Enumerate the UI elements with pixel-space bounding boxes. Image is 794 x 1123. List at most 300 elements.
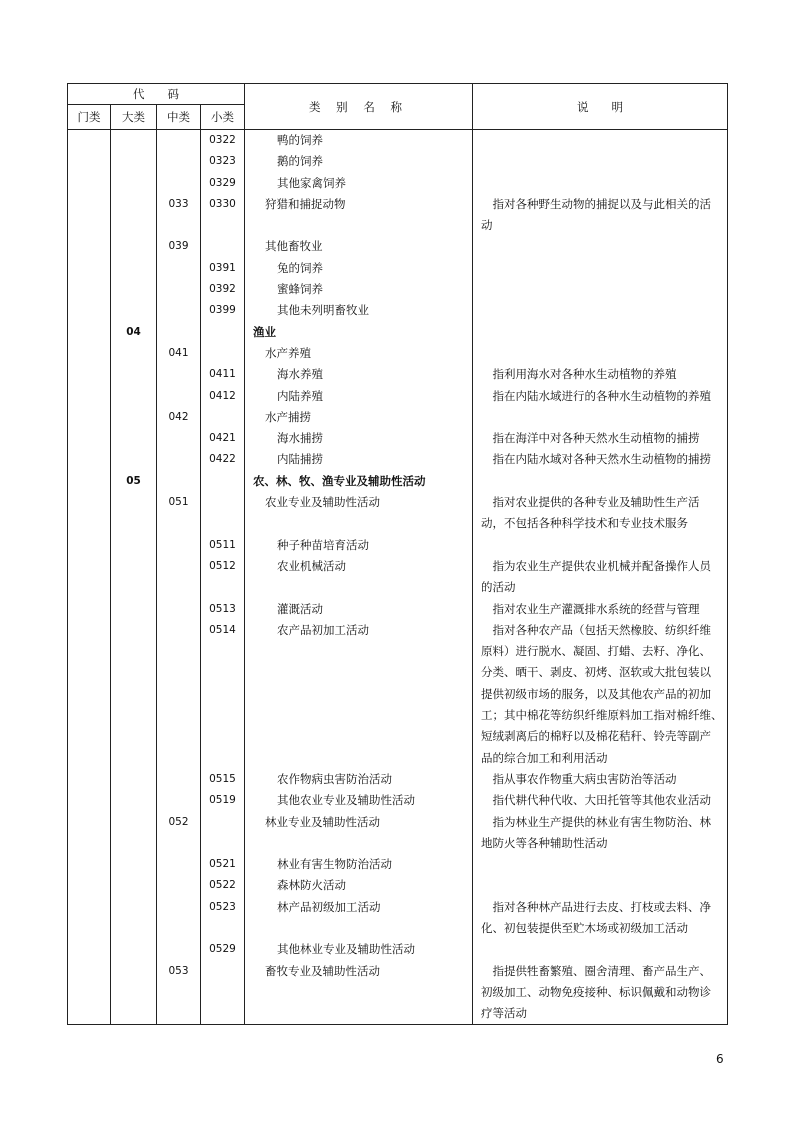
dalei-code xyxy=(111,812,157,833)
xiaolei-code xyxy=(201,748,245,769)
dalei-code xyxy=(111,130,157,152)
table-row xyxy=(68,875,728,896)
xiaolei-code xyxy=(201,641,245,662)
category-description: 指对各种林产品进行去皮、打枝或去料、净 xyxy=(473,897,728,918)
header-dalei: 大类 xyxy=(111,105,157,130)
xiaolei-code: 0412 xyxy=(201,386,245,407)
zhonglei-code xyxy=(157,918,201,939)
zhonglei-code xyxy=(157,726,201,747)
category-name: 农产品初加工活动 xyxy=(245,620,473,641)
dalei-code xyxy=(111,833,157,854)
dalei-code xyxy=(111,641,157,662)
menlei-code xyxy=(68,1003,111,1025)
table-row xyxy=(68,726,728,747)
header-category-name: 类 别 名 称 xyxy=(245,84,473,130)
zhonglei-code xyxy=(157,982,201,1003)
table-row xyxy=(68,236,728,257)
menlei-code xyxy=(68,620,111,641)
dalei-code xyxy=(111,961,157,982)
table-row xyxy=(68,535,728,556)
xiaolei-code: 0529 xyxy=(201,939,245,960)
xiaolei-code: 0330 xyxy=(201,194,245,215)
table-row xyxy=(68,194,728,215)
dalei-code xyxy=(111,513,157,534)
category-name: 其他农业专业及辅助性活动 xyxy=(245,790,473,811)
category-name: 蜜蜂饲养 xyxy=(245,279,473,300)
table-row xyxy=(68,556,728,577)
category-description: 化、初包装提供至贮木场或初级加工活动 xyxy=(473,918,728,939)
table-row xyxy=(68,897,728,918)
xiaolei-code xyxy=(201,833,245,854)
dalei-code xyxy=(111,748,157,769)
menlei-code xyxy=(68,961,111,982)
xiaolei-code: 0391 xyxy=(201,258,245,279)
category-name: 内陆捕捞 xyxy=(245,449,473,470)
xiaolei-code: 0515 xyxy=(201,769,245,790)
xiaolei-code xyxy=(201,705,245,726)
category-name: 海水养殖 xyxy=(245,364,473,385)
dalei-code xyxy=(111,151,157,172)
table-row xyxy=(68,322,728,343)
category-description xyxy=(473,236,728,257)
menlei-code xyxy=(68,300,111,321)
zhonglei-code xyxy=(157,833,201,854)
menlei-code xyxy=(68,471,111,492)
category-name xyxy=(245,662,473,683)
dalei-code xyxy=(111,428,157,449)
zhonglei-code xyxy=(157,173,201,194)
category-description: 品的综合加工和利用活动 xyxy=(473,748,728,769)
menlei-code xyxy=(68,854,111,875)
menlei-code xyxy=(68,449,111,470)
table-row xyxy=(68,939,728,960)
zhonglei-code xyxy=(157,279,201,300)
dalei-code xyxy=(111,300,157,321)
dalei-code xyxy=(111,897,157,918)
category-description xyxy=(473,130,728,152)
menlei-code xyxy=(68,918,111,939)
xiaolei-code: 0519 xyxy=(201,790,245,811)
xiaolei-code xyxy=(201,961,245,982)
category-description xyxy=(473,343,728,364)
dalei-code xyxy=(111,599,157,620)
xiaolei-code xyxy=(201,471,245,492)
dalei-code xyxy=(111,215,157,236)
zhonglei-code xyxy=(157,705,201,726)
table-row xyxy=(68,982,728,1003)
xiaolei-code: 0399 xyxy=(201,300,245,321)
xiaolei-code: 0392 xyxy=(201,279,245,300)
zhonglei-code xyxy=(157,897,201,918)
menlei-code xyxy=(68,875,111,896)
header-xiaolei: 小类 xyxy=(201,105,245,130)
category-description: 指从事农作物重大病虫害防治等活动 xyxy=(473,769,728,790)
category-description: 初级加工、动物免疫接种、标识佩戴和动物诊 xyxy=(473,982,728,1003)
category-description: 短绒剥离后的棉籽以及棉花秸秆、铃壳等副产 xyxy=(473,726,728,747)
menlei-code xyxy=(68,556,111,577)
table-row xyxy=(68,258,728,279)
category-description: 工；其中棉花等纺织纤维原料加工指对棉纤维、 xyxy=(473,705,728,726)
table-row xyxy=(68,961,728,982)
zhonglei-code xyxy=(157,790,201,811)
category-name: 渔业 xyxy=(245,322,473,343)
category-description: 动 xyxy=(473,215,728,236)
menlei-code xyxy=(68,215,111,236)
menlei-code xyxy=(68,322,111,343)
menlei-code xyxy=(68,790,111,811)
dalei-code xyxy=(111,705,157,726)
zhonglei-code: 052 xyxy=(157,812,201,833)
menlei-code xyxy=(68,939,111,960)
dalei-code xyxy=(111,918,157,939)
menlei-code xyxy=(68,386,111,407)
dalei-code xyxy=(111,577,157,598)
category-description: 指为农业生产提供农业机械并配备操作人员 xyxy=(473,556,728,577)
category-name: 水产养殖 xyxy=(245,343,473,364)
xiaolei-code xyxy=(201,215,245,236)
menlei-code xyxy=(68,343,111,364)
menlei-code xyxy=(68,662,111,683)
header-code-group: 代 码 xyxy=(68,84,245,105)
table-row xyxy=(68,343,728,364)
category-name: 其他未列明畜牧业 xyxy=(245,300,473,321)
table-row xyxy=(68,130,728,152)
category-name xyxy=(245,513,473,534)
xiaolei-code xyxy=(201,918,245,939)
header-row-top xyxy=(68,84,728,105)
category-description: 的活动 xyxy=(473,577,728,598)
xiaolei-code: 0323 xyxy=(201,151,245,172)
xiaolei-code: 0514 xyxy=(201,620,245,641)
dalei-code xyxy=(111,492,157,513)
table-row xyxy=(68,854,728,875)
xiaolei-code xyxy=(201,407,245,428)
category-description: 指为林业生产提供的林业有害生物防治、林 xyxy=(473,812,728,833)
category-name xyxy=(245,918,473,939)
xiaolei-code: 0422 xyxy=(201,449,245,470)
table-row xyxy=(68,790,728,811)
menlei-code xyxy=(68,535,111,556)
dalei-code: 04 xyxy=(111,322,157,343)
zhonglei-code xyxy=(157,620,201,641)
xiaolei-code xyxy=(201,513,245,534)
zhonglei-code xyxy=(157,748,201,769)
category-name: 农作物病虫害防治活动 xyxy=(245,769,473,790)
table-row xyxy=(68,407,728,428)
zhonglei-code xyxy=(157,939,201,960)
menlei-code xyxy=(68,641,111,662)
zhonglei-code: 051 xyxy=(157,492,201,513)
xiaolei-code xyxy=(201,492,245,513)
zhonglei-code: 033 xyxy=(157,194,201,215)
menlei-code xyxy=(68,684,111,705)
menlei-code xyxy=(68,279,111,300)
zhonglei-code: 039 xyxy=(157,236,201,257)
table-row xyxy=(68,151,728,172)
zhonglei-code xyxy=(157,428,201,449)
menlei-code xyxy=(68,599,111,620)
industry-classification-table xyxy=(67,83,728,1025)
category-description: 疗等活动 xyxy=(473,1003,728,1025)
category-description xyxy=(473,875,728,896)
category-description: 原料）进行脱水、凝固、打蜡、去籽、净化、 xyxy=(473,641,728,662)
zhonglei-code xyxy=(157,364,201,385)
xiaolei-code xyxy=(201,577,245,598)
dalei-code xyxy=(111,343,157,364)
xiaolei-code xyxy=(201,236,245,257)
category-description: 动，不包括各种科学技术和专业技术服务 xyxy=(473,513,728,534)
menlei-code xyxy=(68,748,111,769)
category-description xyxy=(473,279,728,300)
xiaolei-code: 0513 xyxy=(201,599,245,620)
table-row xyxy=(68,918,728,939)
category-description: 指利用海水对各种水生动植物的养殖 xyxy=(473,364,728,385)
category-name: 水产捕捞 xyxy=(245,407,473,428)
menlei-code xyxy=(68,194,111,215)
category-name: 狩猎和捕捉动物 xyxy=(245,194,473,215)
table-row xyxy=(68,428,728,449)
category-description xyxy=(473,854,728,875)
category-name: 林业专业及辅助性活动 xyxy=(245,812,473,833)
category-description xyxy=(473,407,728,428)
category-name xyxy=(245,684,473,705)
zhonglei-code xyxy=(157,130,201,152)
zhonglei-code: 042 xyxy=(157,407,201,428)
xiaolei-code: 0329 xyxy=(201,173,245,194)
category-name: 灌溉活动 xyxy=(245,599,473,620)
dalei-code xyxy=(111,173,157,194)
menlei-code xyxy=(68,577,111,598)
xiaolei-code xyxy=(201,812,245,833)
zhonglei-code xyxy=(157,513,201,534)
category-description: 指对农业生产灌溉排水系统的经营与管理 xyxy=(473,599,728,620)
menlei-code xyxy=(68,236,111,257)
category-name xyxy=(245,1003,473,1025)
dalei-code xyxy=(111,407,157,428)
category-description xyxy=(473,151,728,172)
dalei-code xyxy=(111,620,157,641)
dalei-code xyxy=(111,939,157,960)
xiaolei-code: 0521 xyxy=(201,854,245,875)
zhonglei-code xyxy=(157,854,201,875)
zhonglei-code xyxy=(157,449,201,470)
category-name: 林业有害生物防治活动 xyxy=(245,854,473,875)
category-description xyxy=(473,300,728,321)
table-row xyxy=(68,215,728,236)
category-description xyxy=(473,173,728,194)
category-name: 森林防火活动 xyxy=(245,875,473,896)
dalei-code xyxy=(111,535,157,556)
category-name: 农业机械活动 xyxy=(245,556,473,577)
category-name xyxy=(245,577,473,598)
category-description: 分类、晒干、剥皮、初烤、沤软或大批包装以 xyxy=(473,662,728,683)
menlei-code xyxy=(68,258,111,279)
table-row xyxy=(68,577,728,598)
table-row xyxy=(68,620,728,641)
xiaolei-code xyxy=(201,322,245,343)
dalei-code xyxy=(111,449,157,470)
table-row xyxy=(68,599,728,620)
dalei-code xyxy=(111,726,157,747)
menlei-code xyxy=(68,364,111,385)
category-name: 其他林业专业及辅助性活动 xyxy=(245,939,473,960)
zhonglei-code xyxy=(157,215,201,236)
category-description: 指代耕代种代收、大田托管等其他农业活动 xyxy=(473,790,728,811)
table-row xyxy=(68,812,728,833)
xiaolei-code xyxy=(201,982,245,1003)
menlei-code xyxy=(68,897,111,918)
zhonglei-code xyxy=(157,471,201,492)
xiaolei-code xyxy=(201,684,245,705)
category-name: 其他畜牧业 xyxy=(245,236,473,257)
dalei-code xyxy=(111,982,157,1003)
category-description: 指对各种野生动物的捕捉以及与此相关的活 xyxy=(473,194,728,215)
xiaolei-code: 0421 xyxy=(201,428,245,449)
zhonglei-code xyxy=(157,599,201,620)
dalei-code xyxy=(111,1003,157,1025)
zhonglei-code xyxy=(157,322,201,343)
table-row xyxy=(68,705,728,726)
category-name: 鹅的饲养 xyxy=(245,151,473,172)
table-body xyxy=(68,130,728,1025)
category-description: 指提供牲畜繁殖、圈舍清理、畜产品生产、 xyxy=(473,961,728,982)
menlei-code xyxy=(68,982,111,1003)
category-name: 兔的饲养 xyxy=(245,258,473,279)
dalei-code xyxy=(111,854,157,875)
category-name xyxy=(245,215,473,236)
category-description: 提供初级市场的服务，以及其他农产品的初加 xyxy=(473,684,728,705)
table-row xyxy=(68,492,728,513)
table-row xyxy=(68,173,728,194)
menlei-code xyxy=(68,726,111,747)
dalei-code xyxy=(111,236,157,257)
menlei-code xyxy=(68,513,111,534)
xiaolei-code xyxy=(201,662,245,683)
zhonglei-code xyxy=(157,577,201,598)
category-name: 农业专业及辅助性活动 xyxy=(245,492,473,513)
zhonglei-code xyxy=(157,684,201,705)
category-name xyxy=(245,748,473,769)
menlei-code xyxy=(68,769,111,790)
category-description xyxy=(473,322,728,343)
zhonglei-code: 053 xyxy=(157,961,201,982)
category-name: 内陆养殖 xyxy=(245,386,473,407)
zhonglei-code xyxy=(157,875,201,896)
menlei-code xyxy=(68,492,111,513)
menlei-code xyxy=(68,151,111,172)
header-menlei: 门类 xyxy=(68,105,111,130)
header-description: 说 明 xyxy=(473,84,728,130)
menlei-code xyxy=(68,833,111,854)
xiaolei-code xyxy=(201,726,245,747)
dalei-code xyxy=(111,194,157,215)
category-name: 农、林、牧、渔专业及辅助性活动 xyxy=(245,471,473,492)
table-row xyxy=(68,364,728,385)
category-description xyxy=(473,535,728,556)
category-description xyxy=(473,471,728,492)
xiaolei-code: 0511 xyxy=(201,535,245,556)
zhonglei-code xyxy=(157,769,201,790)
dalei-code xyxy=(111,684,157,705)
dalei-code xyxy=(111,279,157,300)
page-number: 6 xyxy=(716,1052,724,1066)
menlei-code xyxy=(68,407,111,428)
table-row xyxy=(68,769,728,790)
zhonglei-code xyxy=(157,641,201,662)
category-description: 指在海洋中对各种天然水生动植物的捕捞 xyxy=(473,428,728,449)
category-name: 畜牧专业及辅助性活动 xyxy=(245,961,473,982)
category-name: 其他家禽饲养 xyxy=(245,173,473,194)
category-description: 指在内陆水域进行的各种水生动植物的养殖 xyxy=(473,386,728,407)
category-name: 种子种苗培育活动 xyxy=(245,535,473,556)
table-row xyxy=(68,449,728,470)
menlei-code xyxy=(68,812,111,833)
dalei-code xyxy=(111,662,157,683)
category-name xyxy=(245,833,473,854)
category-name: 鸭的饲养 xyxy=(245,130,473,152)
xiaolei-code xyxy=(201,1003,245,1025)
dalei-code xyxy=(111,790,157,811)
menlei-code xyxy=(68,173,111,194)
category-description: 地防火等各种辅助性活动 xyxy=(473,833,728,854)
zhonglei-code xyxy=(157,1003,201,1025)
table-row xyxy=(68,833,728,854)
table-row xyxy=(68,641,728,662)
menlei-code xyxy=(68,130,111,152)
dalei-code xyxy=(111,875,157,896)
zhonglei-code xyxy=(157,662,201,683)
category-description xyxy=(473,939,728,960)
category-description xyxy=(473,258,728,279)
xiaolei-code: 0322 xyxy=(201,130,245,152)
table-row xyxy=(68,748,728,769)
table-row xyxy=(68,513,728,534)
xiaolei-code xyxy=(201,343,245,364)
category-name: 林产品初级加工活动 xyxy=(245,897,473,918)
dalei-code xyxy=(111,386,157,407)
xiaolei-code: 0522 xyxy=(201,875,245,896)
xiaolei-code: 0512 xyxy=(201,556,245,577)
menlei-code xyxy=(68,428,111,449)
table-row xyxy=(68,684,728,705)
category-name xyxy=(245,726,473,747)
xiaolei-code: 0523 xyxy=(201,897,245,918)
table-row xyxy=(68,300,728,321)
zhonglei-code: 041 xyxy=(157,343,201,364)
category-description: 指对农业提供的各种专业及辅助性生产活 xyxy=(473,492,728,513)
zhonglei-code xyxy=(157,386,201,407)
zhonglei-code xyxy=(157,258,201,279)
category-name xyxy=(245,641,473,662)
menlei-code xyxy=(68,705,111,726)
dalei-code xyxy=(111,556,157,577)
table-row xyxy=(68,279,728,300)
zhonglei-code xyxy=(157,535,201,556)
dalei-code xyxy=(111,769,157,790)
category-name xyxy=(245,982,473,1003)
category-description: 指在内陆水域对各种天然水生动植物的捕捞 xyxy=(473,449,728,470)
header-zhonglei: 中类 xyxy=(157,105,201,130)
zhonglei-code xyxy=(157,300,201,321)
zhonglei-code xyxy=(157,151,201,172)
dalei-code: 05 xyxy=(111,471,157,492)
table-row xyxy=(68,386,728,407)
dalei-code xyxy=(111,364,157,385)
zhonglei-code xyxy=(157,556,201,577)
table-row xyxy=(68,471,728,492)
dalei-code xyxy=(111,258,157,279)
category-name xyxy=(245,705,473,726)
